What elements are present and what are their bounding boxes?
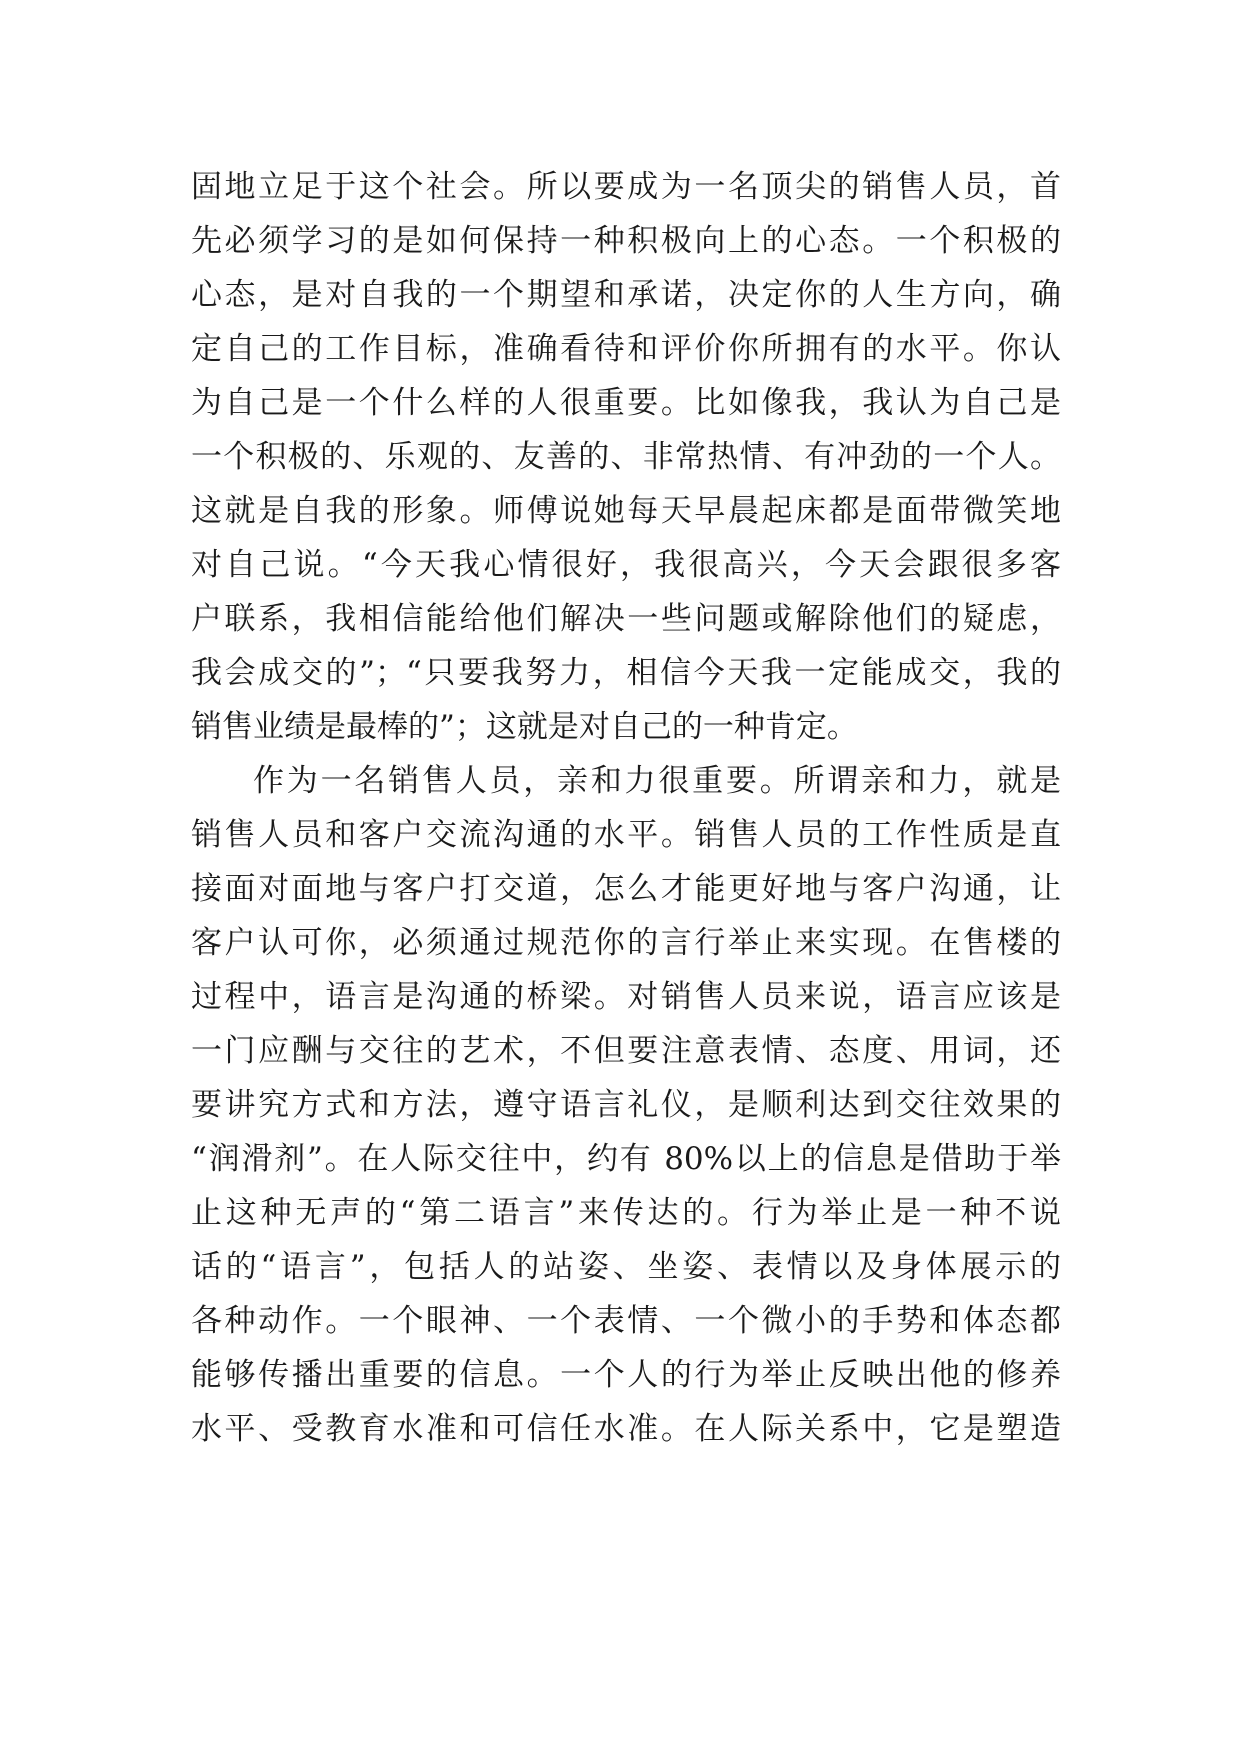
text-line: 这就是自我的形象。师傅说她每天早晨起床都是面带微笑地 (191, 493, 1061, 529)
body-text (191, 160, 1061, 1456)
text-line: 户联系，我相信能给他们解决一些问题或解除他们的疑虑， (191, 601, 1061, 637)
text-line: 过程中，语言是沟通的桥梁。对销售人员来说，语言应该是 (191, 979, 1061, 1015)
text-line: 为自己是一个什么样的人很重要。比如像我，我认为自己是 (191, 385, 1061, 421)
text-line: 作为一名销售人员，亲和力很重要。所谓亲和力，就是 (253, 763, 1061, 799)
text-line: 对自己说。“今天我心情很好，我很高兴，今天会跟很多客 (191, 547, 1061, 583)
text-line: 要讲究方式和方法，遵守语言礼仪，是顺利达到交往效果的 (191, 1087, 1061, 1123)
text-line: 先必须学习的是如何保持一种积极向上的心态。一个积极的 (191, 223, 1061, 259)
text-line: 各种动作。一个眼神、一个表情、一个微小的手势和体态都 (191, 1303, 1061, 1339)
text-line: 固地立足于这个社会。所以要成为一名顶尖的销售人员，首 (191, 169, 1061, 205)
text-line: 一个积极的、乐观的、友善的、非常热情、有冲劲的一个人。 (191, 439, 1061, 475)
text-line: 话的“语言”，包括人的站姿、坐姿、表情以及身体展示的 (191, 1249, 1061, 1285)
text-line: 客户认可你，必须通过规范你的言行举止来实现。在售楼的 (191, 925, 1061, 961)
text-line: 销售业绩是最棒的”；这就是对自己的一种肯定。 (191, 709, 858, 745)
text-line: 定自己的工作目标，准确看待和评价你所拥有的水平。你认 (191, 331, 1061, 367)
text-line: 销售人员和客户交流沟通的水平。销售人员的工作性质是直 (191, 817, 1061, 853)
paragraph-2 (191, 754, 1061, 1456)
text-line: 水平、受教育水准和可信任水准。在人际关系中，它是塑造 (191, 1411, 1061, 1447)
text-line: 接面对面地与客户打交道，怎么才能更好地与客户沟通，让 (191, 871, 1061, 907)
text-line: 能够传播出重要的信息。一个人的行为举止反映出他的修养 (191, 1357, 1061, 1393)
paragraph-1 (191, 160, 1061, 754)
text-line: 心态，是对自我的一个期望和承诺，决定你的人生方向，确 (191, 277, 1061, 313)
text-line: 我会成交的”；“只要我努力，相信今天我一定能成交，我的 (191, 655, 1061, 691)
text-line: “润滑剂”。在人际交往中，约有 80%以上的信息是借助于举 (191, 1141, 1061, 1177)
text-line: 止这种无声的“第二语言”来传达的。行为举止是一种不说 (191, 1195, 1061, 1231)
text-line: 一门应酬与交往的艺术，不但要注意表情、态度、用词，还 (191, 1033, 1061, 1069)
